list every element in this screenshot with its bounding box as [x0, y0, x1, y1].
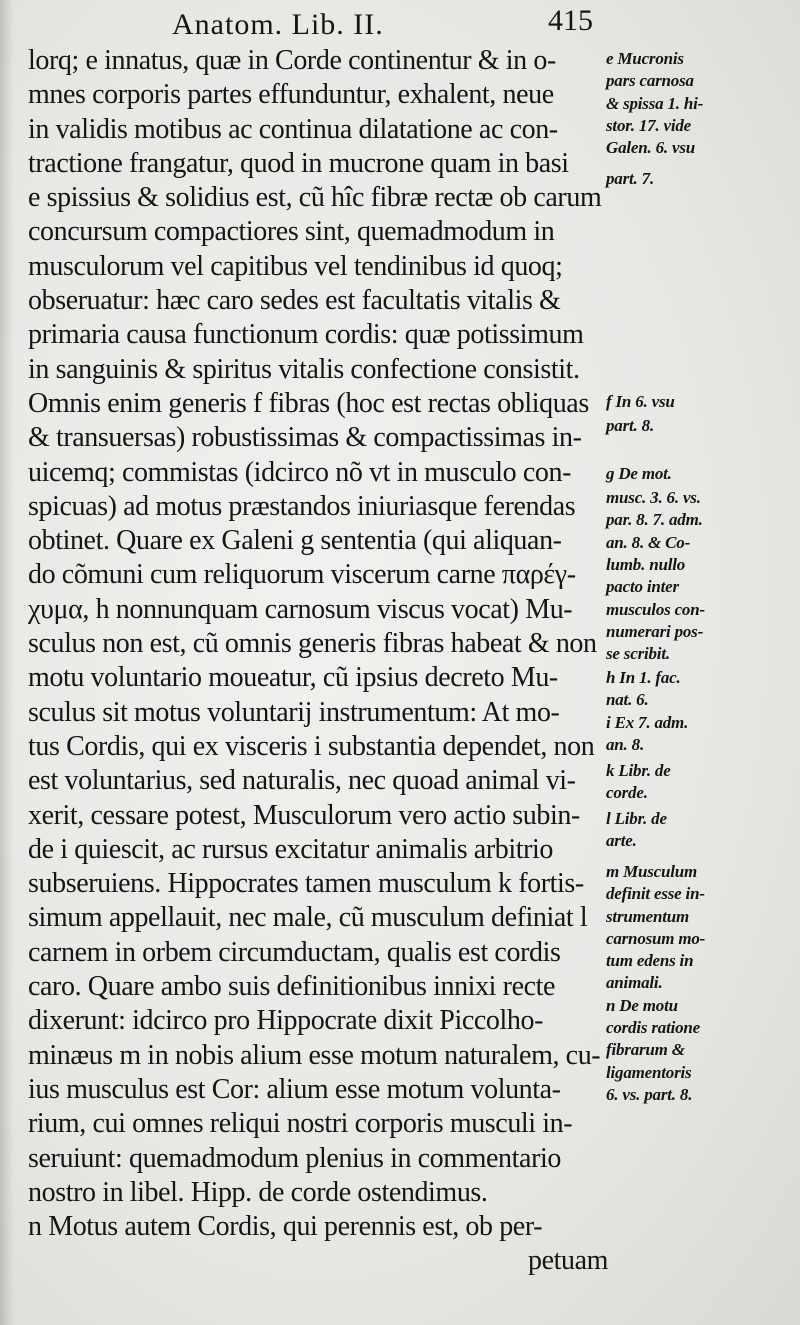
marginal-note: cordis ratione [606, 1017, 701, 1037]
marginal-note: n De motu [606, 995, 678, 1015]
marginal-note: an. 8. [606, 735, 645, 754]
marginal-note: strumentum [606, 906, 690, 926]
text-line: xerit, cessare potest, Musculorum vero actio subin- [28, 799, 580, 831]
marginal-note: 6. vs. part. 8. [606, 1084, 693, 1104]
marginal-note: definit esse in- [606, 884, 705, 904]
marginal-note: carnosum mo- [606, 928, 706, 948]
text-line: carnem in orbem circumductam, qualis est cordis [28, 936, 561, 968]
text-line: sculus non est, cũ omnis generis fibras habeat & non [28, 628, 597, 660]
marginal-note: i Ex 7. adm. [606, 712, 689, 732]
marginal-note: lumb. nullo [606, 554, 686, 574]
text-line: χυμα, h nonnunquam carnosum viscus vocat) Mu- [28, 593, 573, 625]
marginal-note: corde. [606, 783, 648, 803]
text-line: dixerunt: idcirco pro Hippocrate dixit Piccolho- [28, 1005, 543, 1037]
text-line: mnes corporis partes effunduntur, exhalent, neue [28, 79, 554, 111]
marginal-note: fibrarum & [606, 1040, 685, 1060]
marginal-note: pars carnosa [606, 71, 694, 91]
text-line: tractione frangatur, quod in mucrone quam in basi [28, 147, 569, 179]
marginal-note: se scribit. [606, 644, 670, 664]
text-line: musculorum vel capitibus vel tendinibus id quoq; [28, 250, 563, 282]
marginal-note: par. 8. 7. adm. [606, 510, 703, 530]
text-line: in validis motibus ac continua dilatatione ac con- [28, 113, 558, 145]
text-line: obtinet. Quare ex Galeni g sententia (qui aliquan- [28, 525, 562, 557]
text-line: tus Cordis, qui ex visceris i substantia dependet, non [28, 730, 595, 762]
text-line: seruiunt: quemadmodum plenius in commentario [28, 1142, 561, 1174]
marginal-note: Galen. 6. vsu [606, 138, 696, 158]
text-line: de i quiescit, ac rursus excitatur animalis arbitrio [28, 833, 554, 865]
text-line: & transuersas) robustissimas & compactissimas in- [28, 422, 582, 454]
text-line: minæus m in nobis alium esse motum naturalem, cu- [28, 1039, 601, 1071]
text-line: ius musculus est Cor: alium esse motum volunta- [28, 1073, 561, 1105]
marginal-note: nat. 6. [606, 690, 649, 710]
marginal-note: arte. [606, 831, 637, 851]
text-line: concursum compactiores sint, quemadmodum in [28, 216, 555, 248]
marginal-note: pacto inter [606, 577, 679, 597]
text-line: est voluntarius, sed naturalis, nec quoad animal vi- [28, 765, 576, 797]
text-line: motu voluntario moueatur, cũ ipsius decreto Mu- [28, 662, 558, 694]
marginal-note: part. 8. [606, 416, 654, 435]
marginal-note: l Libr. de [606, 808, 667, 828]
text-line: caro. Quare ambo suis definitionibus innixi recte [28, 971, 556, 1003]
page-number: 415 [548, 4, 593, 37]
text-line: obseruatur: hæc caro sedes est facultatis vitalis & [28, 285, 561, 317]
marginal-note: part. 7. [606, 169, 654, 189]
marginal-note: e Mucronis [606, 49, 684, 68]
text-line: uicemq; commistas (idcirco nõ vt in musculo con- [28, 456, 572, 488]
marginal-note: & spissa 1. hi- [606, 93, 704, 113]
text-line: subseruiens. Hippocrates tamen musculum k fortis- [28, 868, 584, 900]
marginal-note: tum edens in [606, 951, 694, 971]
text-line: spicuas) ad motus præstandos iniuriasque ferendas [28, 490, 576, 522]
text-line: do cõmuni cum reliquorum viscerum carne παρέγ- [28, 559, 576, 591]
marginal-note: musc. 3. 6. vs. [606, 488, 701, 508]
page-header [0, 4, 800, 44]
marginal-note: an. 8. & Co- [606, 532, 691, 552]
marginal-note: animali. [606, 973, 663, 993]
marginal-note: stor. 17. vide [606, 115, 692, 135]
text-line: simum appellauit, nec male, cũ musculum definiat l [28, 902, 588, 934]
text-line: in sanguinis & spiritus vitalis confectione consistit. [28, 353, 580, 385]
text-line: Omnis enim generis f fibras (hoc est rectas obliquas [28, 387, 589, 419]
text-line: n Motus autem Cordis, qui perennis est, ob per- [28, 1211, 543, 1243]
marginal-note: h In 1. fac. [606, 668, 681, 688]
text-line: primaria causa functionum cordis: quæ potissimum [28, 319, 584, 351]
main-text-column [28, 44, 608, 1279]
marginal-note: musculos con- [606, 599, 705, 619]
text-line: lorq; e innatus, quæ in Corde continentur & in o- [28, 45, 556, 76]
marginal-note: m Musculum [606, 861, 698, 881]
marginal-note: ligamentoris [606, 1062, 692, 1082]
marginal-note: f In 6. vsu [606, 392, 675, 411]
marginal-note: numerari pos- [606, 621, 704, 641]
text-line: sculus sit motus voluntarij instrumentum: At mo- [28, 696, 560, 728]
running-head: Anatom. Lib. II. [172, 8, 384, 41]
text-line: rium, cui omnes reliqui nostri corporis musculi in- [28, 1108, 573, 1140]
text-line: e spissius & solidius est, cũ hîc fibræ rectæ ob carum [28, 182, 602, 214]
marginal-note: g De mot. [606, 464, 672, 484]
text-line: nostro in libel. Hipp. de corde ostendimus. [28, 1176, 488, 1208]
marginal-note: k Libr. de [606, 760, 671, 780]
text-line: petuam [527, 1245, 608, 1277]
page-gutter-shadow [0, 0, 14, 1325]
